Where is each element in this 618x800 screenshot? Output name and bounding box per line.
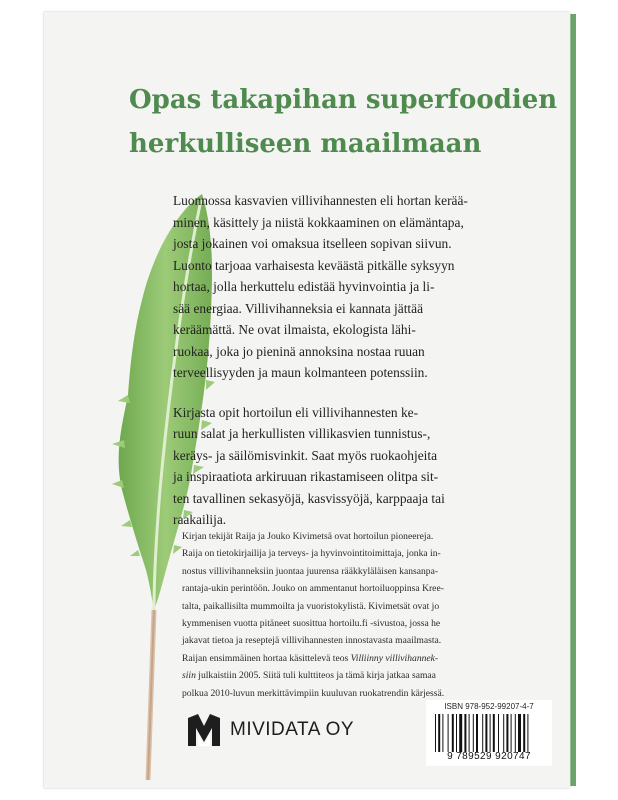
- author-line: Kirjan tekijät Raija ja Jouko Kivimetsä ovat hortoilun pioneereja.: [182, 531, 434, 542]
- author-line: nostus villivihanneksiin juontaa juurensa rääkkyläläisen kansanpa-: [182, 565, 439, 577]
- barcode-bar: [473, 714, 474, 752]
- barcode-bar: [469, 714, 470, 752]
- author-line: jakavat tietoa ja reseptejä villivihannesten innostavasta maailmasta.: [182, 635, 442, 647]
- barcode-bar: [482, 714, 483, 752]
- barcode-bars: [434, 714, 544, 752]
- headline-line-1: Opas takapihan superfoodien: [129, 85, 558, 115]
- intro-text: [173, 190, 553, 531]
- barcode-bar: [527, 714, 528, 752]
- barcode-bar: [511, 714, 512, 752]
- barcode-bar: [464, 714, 466, 752]
- book-title-italic: Villiinny villivihannek-: [350, 652, 439, 664]
- intro-line: Luonnossa kasvavien villivihannesten eli hortan kerää-: [173, 193, 468, 208]
- barcode-bar: [498, 714, 499, 752]
- intro-line: minen, käsittely ja niistä kokkaaminen on elämäntapa,: [173, 214, 464, 230]
- barcode-bar: [435, 714, 436, 752]
- barcode-bar: [493, 714, 495, 752]
- isbn-label: ISBN 978-952-99207-4-7: [444, 702, 534, 711]
- intro-line: ruokaa, joka jo pieninä annoksina nostaa ruuan: [173, 343, 425, 359]
- author-line: talta, paikallisilta mummoilta ja vuoristokylistä. Kivimetsät ovat jo: [182, 600, 440, 612]
- intro-line: ruun salat ja herkullisten villikasvien tunnistus-,: [173, 426, 431, 441]
- intro-line: ten tavallinen sekasyöjä, kasvissyöjä, karppaaja tai: [173, 490, 445, 506]
- author-line: [182, 667, 552, 684]
- barcode-bar: [490, 714, 491, 752]
- author-bio: [182, 528, 552, 702]
- paragraph-gap: [173, 384, 553, 402]
- barcode-bar: [518, 714, 521, 752]
- intro-line: keräys- ja säilömisvinkit. Saat myös ruokaohjeita: [173, 447, 438, 463]
- barcode-number: 9 789529 920747: [447, 751, 531, 762]
- intro-line: terveellisyyden ja maun kolmanteen potenssiin.: [173, 365, 428, 380]
- book-title-italic: siin: [182, 670, 196, 682]
- headline-line-2: herkulliseen maailmaan: [129, 129, 482, 159]
- barcode-bar: [523, 714, 525, 752]
- author-line-rest: julkaistiin 2005. Siitä tuli kulttiteos ja tämä kirja jatkaa samaa: [195, 670, 436, 682]
- barcode-bar: [456, 714, 457, 752]
- author-line: polkua 2010-luvun merkittävimpiin kuuluvan ruokatrendin kärjessä.: [182, 687, 445, 699]
- author-line-start: Raijan ensimmäinen hortaa käsittelevä teos: [182, 652, 349, 664]
- intro-line: josta jokainen voi omaksua itselleen sopivan siivun.: [173, 236, 452, 251]
- barcode: [426, 700, 552, 766]
- author-line: [182, 650, 552, 667]
- barcode-bar: [503, 714, 504, 752]
- author-line: kymmenisen vuotta pitäneet suosittua hortoilu.fi -sivustoa, jossa he: [182, 618, 441, 630]
- intro-line: Luonto tarjoaa varhaisesta keväästä pitkälle syksyyn: [173, 257, 455, 273]
- intro-line: keräämättä. Ne ovat ilmaista, ekologista lähi-: [173, 322, 416, 337]
- barcode-bar: [459, 714, 462, 752]
- intro-line: sää energiaa. Villivihanneksia ei kannata jättää: [173, 300, 424, 316]
- intro-line: raakailija.: [173, 512, 227, 527]
- headline: [129, 78, 558, 166]
- publisher-name: MIVIDATA OY: [230, 719, 355, 740]
- barcode-bar: [515, 714, 516, 752]
- intro-line: Kirjasta opit hortoilun eli villivihannesten ke-: [173, 404, 419, 420]
- mividata-m-logo-icon: [186, 712, 222, 748]
- author-line: Raija on tietokirjailija ja terveys- ja hyvinvointitoimittaja, jonka in-: [182, 548, 441, 560]
- publisher: [186, 712, 354, 748]
- barcode-bar: [442, 714, 443, 752]
- intro-line: hortaa, jolla herkuttelu edistää hyvinvointia ja li-: [173, 279, 435, 294]
- barcode-bar: [476, 714, 478, 752]
- barcode-bar: [506, 714, 508, 752]
- barcode-bar: [452, 714, 454, 752]
- author-line: rantaja-ukin perintöön. Jouko on ammentanut hortoiluoppinsa Kree-: [182, 583, 444, 595]
- barcode-bar: [485, 714, 487, 752]
- intro-line: ja inspiraatiota arkiruuan rikastamiseen olitpa sit-: [173, 469, 439, 484]
- barcode-bar: [438, 714, 440, 752]
- barcode-bar: [448, 714, 449, 752]
